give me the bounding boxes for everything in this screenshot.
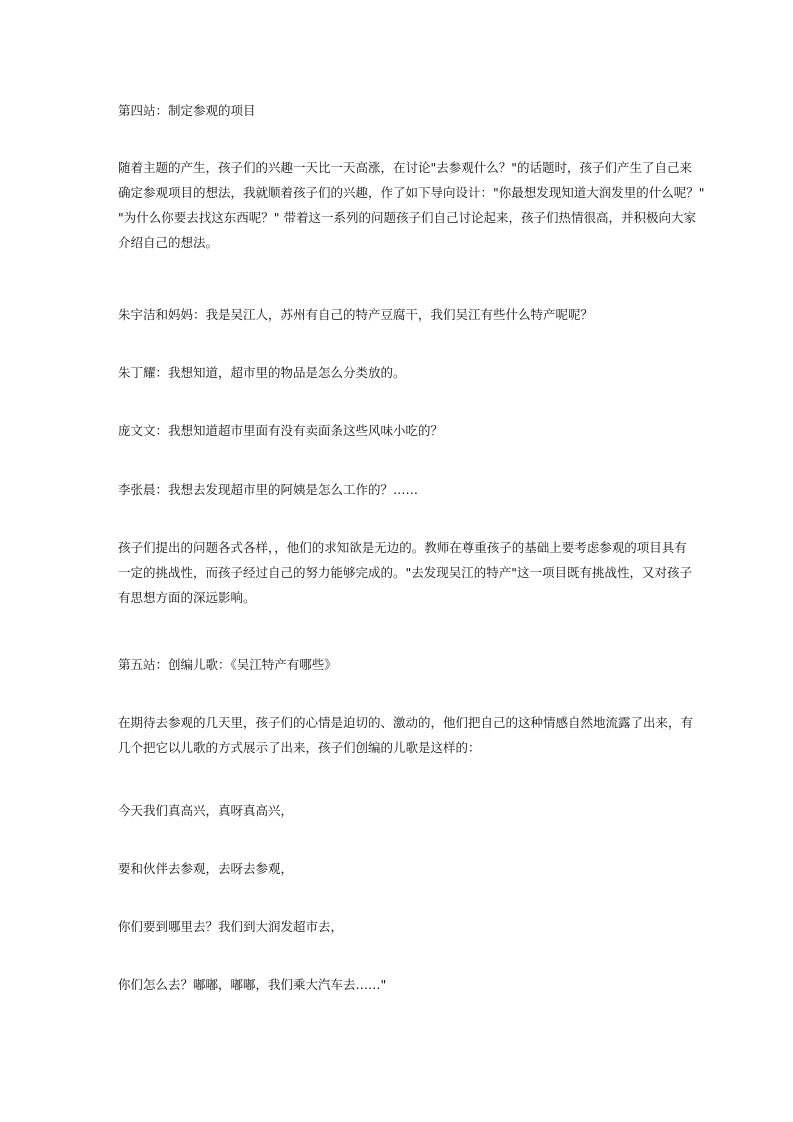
paragraph-questions-summary [118,535,693,610]
text-line: 朱丁耀：我想知道，超市里的物品是怎么分类放的。 [118,365,406,380]
quote-pang-wenwen [118,418,678,443]
text-line: 朱宇洁和妈妈：我是吴江人，苏州有自己的特产豆腐干，我们吴江有些什么特产呢呢？ [118,307,594,322]
song-line-3 [118,914,678,939]
text-line: 今天我们真高兴，真呀真高兴， [118,803,294,818]
text-line: 一定的挑战性，而孩子经过自己的努力能够完成的。"去发现吴江的特产"这一项目既有挑战性，又对孩子 [118,565,693,580]
text-line: 孩子们提出的问题各式各样，，他们的求知欲是无边的。教师在尊重孩子的基础上要考虑参观的项目具有 [118,540,687,555]
section-heading-station-4 [118,98,678,123]
text-line: 有思想方面的深远影响。 [118,590,256,605]
quote-zhu-yujie [118,302,678,327]
text-line: 第五站：创编儿歌：《吴江特产有哪些》 [118,657,337,672]
song-line-2 [118,856,678,881]
text-line: 随着主题的产生，孩子们的兴趣一天比一天高涨，在讨论"去参观什么？"的话题时，孩子们产生了自己来 [118,160,693,175]
text-line: 几个把它以儿歌的方式展示了出来，孩子们创编的儿歌是这样的： [118,740,481,755]
quote-zhu-dingyao [118,360,678,385]
paragraph-topic-intro [118,155,705,255]
paragraph-song-intro [118,710,694,760]
text-line: 李张晨：我想去发现超市里的阿姨是怎么工作的？…… [118,482,419,497]
text-line: 确定参观项目的想法，我就顺着孩子们的兴趣，作了如下导向设计："你最想发现知道大润发里的什么呢？" [118,185,705,200]
text-line: 要和伙伴去参观，去呀去参观， [118,861,294,876]
text-line: 你们怎么去？嘟嘟，嘟嘟，我们乘大汽车去……" [118,977,387,992]
text-line: 在期待去参观的几天里，孩子们的心情是迫切的、激动的，他们把自己的这种情感自然地流露了出来，有 [118,715,694,730]
text-line: 庞文文：我想知道超市里面有没有卖面条这些风味小吃的？ [118,423,444,438]
song-line-4 [118,972,678,997]
song-line-1 [118,798,678,823]
text-line: 介绍自己的想法。 [118,235,219,250]
text-line: "为什么你要去找这东西呢？" 带着这一系列的问题孩子们自己讨论起来，孩子们热情很高，并积极向大家 [118,210,696,225]
text-line: 第四站：制定参观的项目 [118,103,256,118]
text-line: 你们要到哪里去？我们到大润发超市去， [118,919,344,934]
section-heading-station-5 [118,652,678,677]
quote-li-zhangchen [118,477,678,502]
